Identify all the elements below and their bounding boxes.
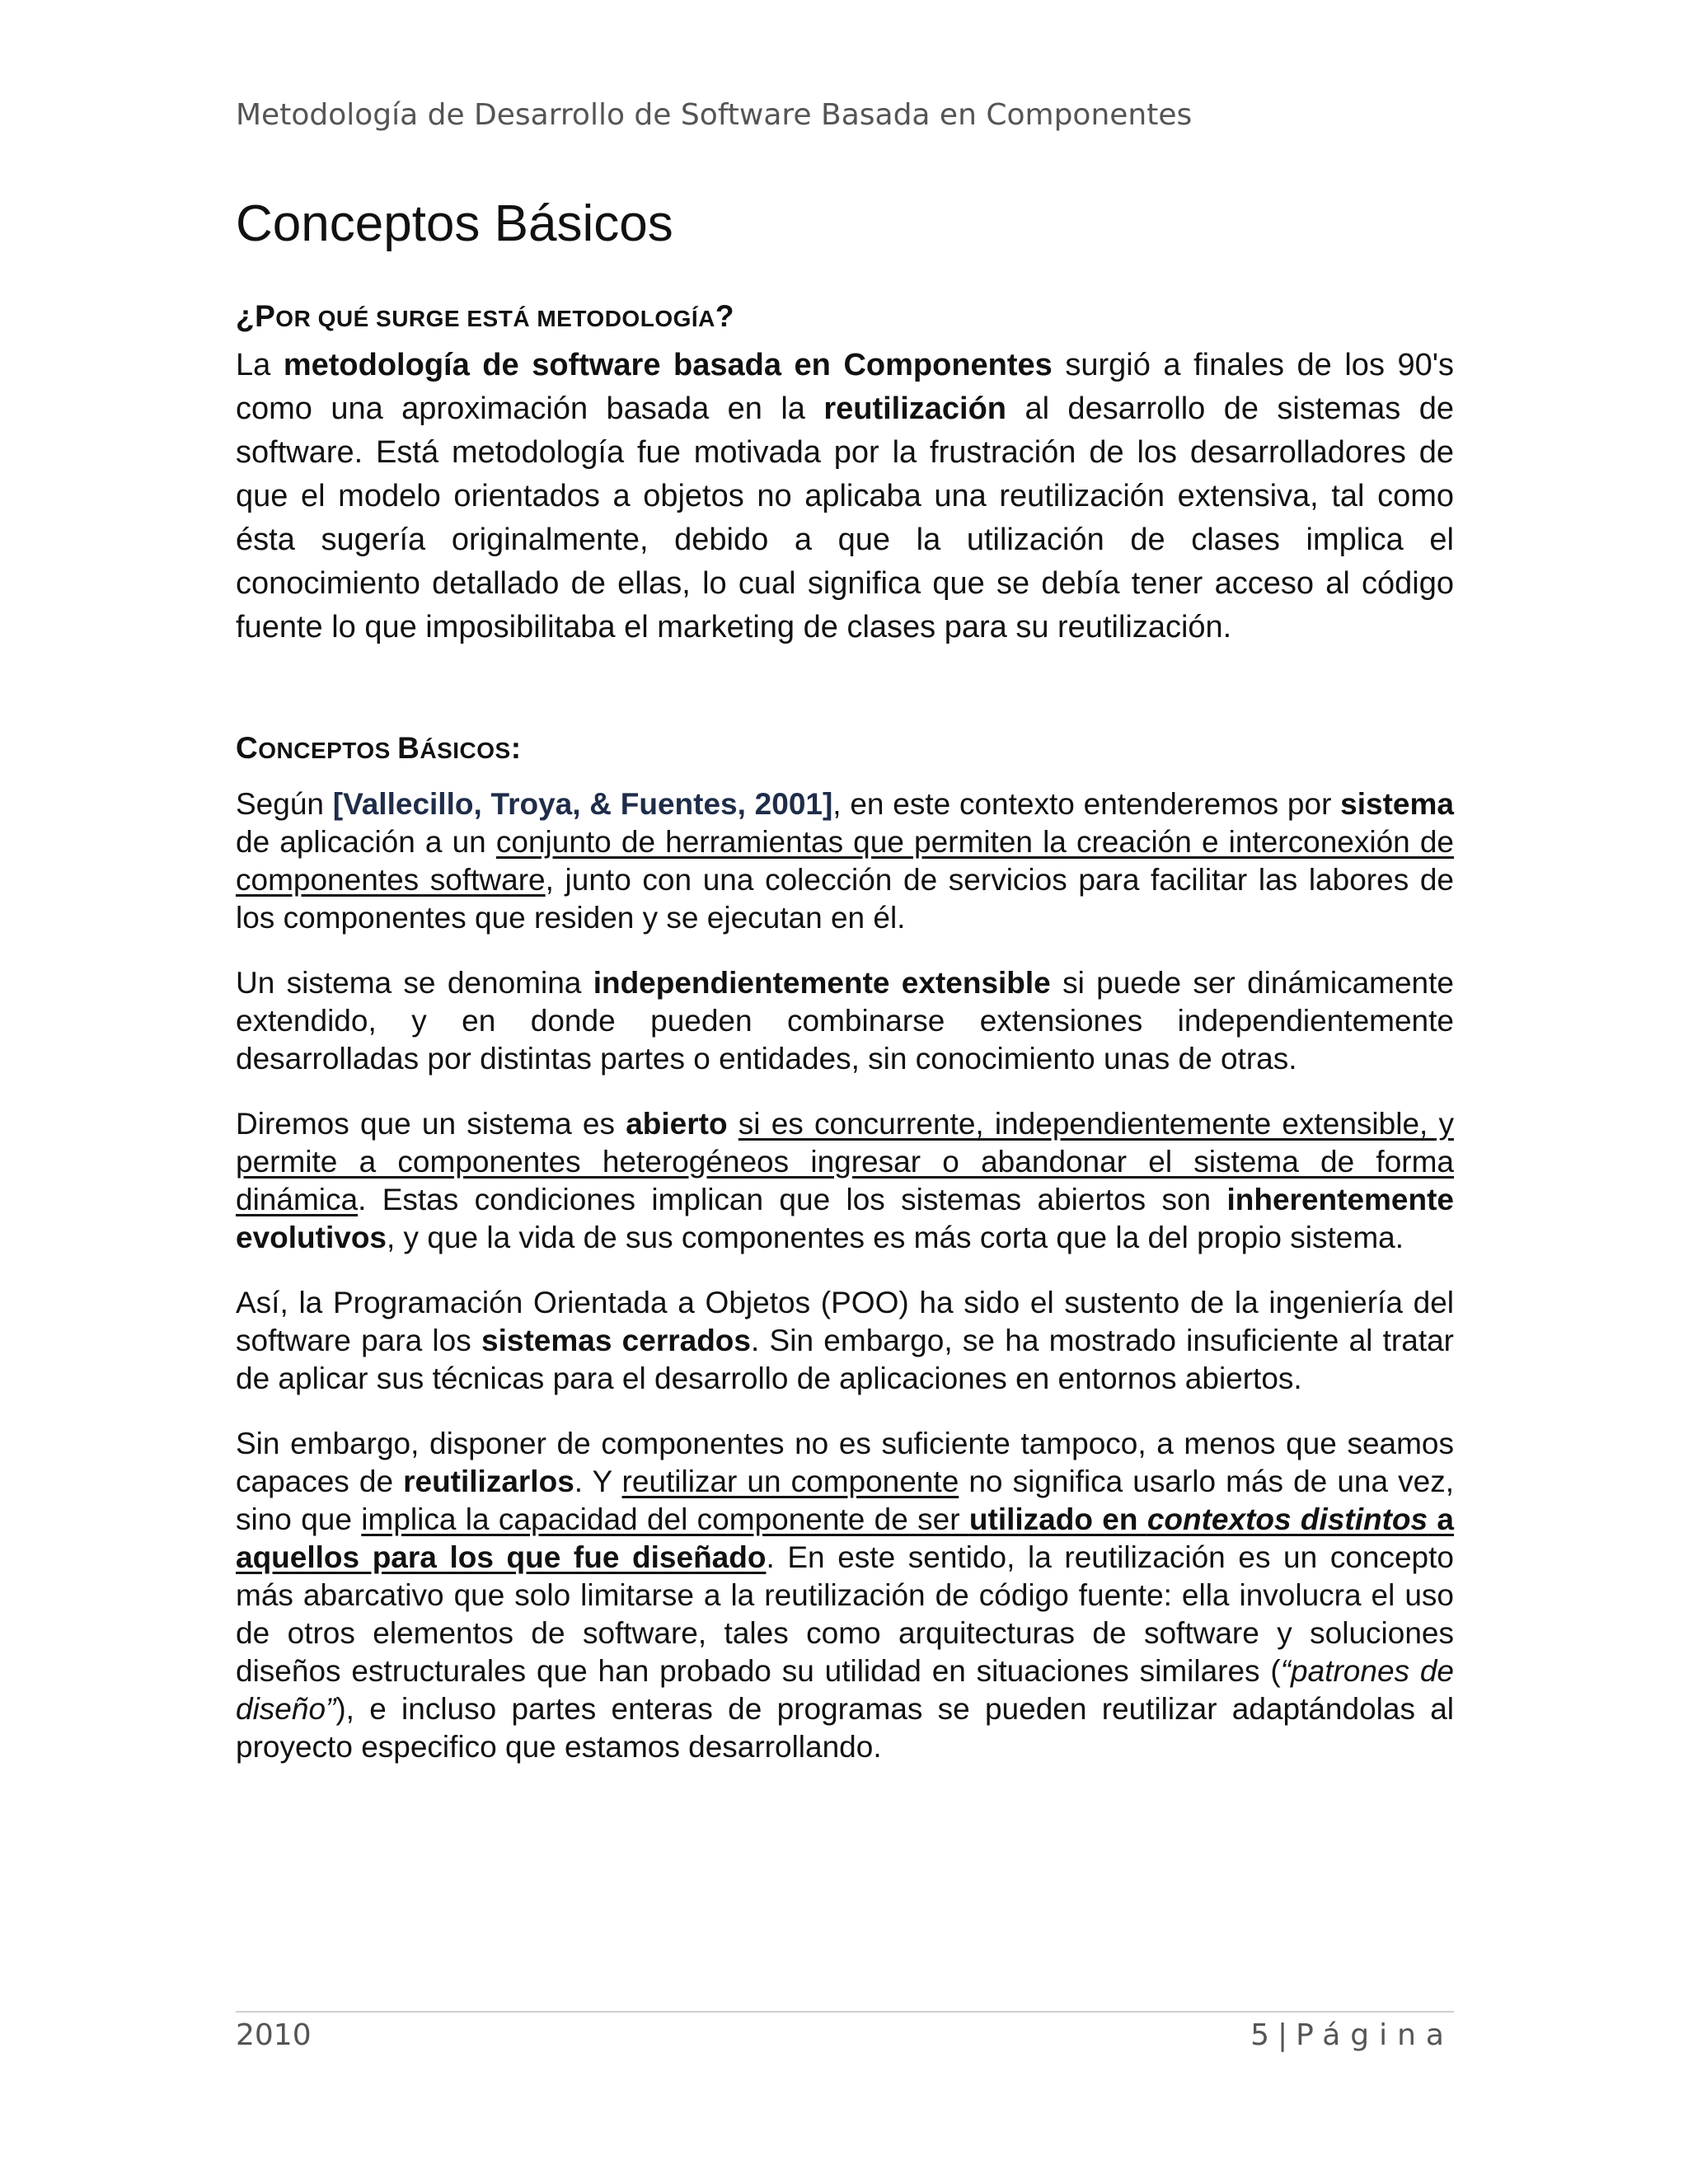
paragraph-sistema: Según [Vallecillo, Troya, & Fuentes, 2001], en este contexto entenderemos por sistema de aplicación a un conjunto de herramientas que permiten la creación e interconexión de componentes software, junto con una colección de servicios para facilitar las labores de los componentes que residen y se ejecutan en él. [236,787,1454,935]
paragraph-extensible: Un sistema se denomina independientemente extensible si puede ser dinámicamente extendido, y en donde pueden combinarse extensiones independientemente desarrolladas por distintas partes o entidades, sin conocimiento unas de otras. [236,966,1454,1076]
paragraph-abierto: Diremos que un sistema es abierto si es concurrente, independientemente extensible, y permite a componentes heterogéneos ingresar o abandonar el sistema de forma dinámica. Estas condiciones implican que los sistemas abiertos son inherentemente evolutivos, y que la vida de sus componentes es más corta que la del propio sistema. [236,1107,1455,1254]
footer-page-number: 5 | Página [1250,2018,1454,2052]
paragraph-poo: Así, la Programación Orientada a Objetos (POO) ha sido el sustento de la ingeniería del software para los sistemas cerrados. Sin embargo, se ha mostrado insuficiente al tratar de aplicar sus técnicas para el desarrollo de aplicaciones en entornos abiertos. [236,1286,1454,1395]
section-why [236,297,1454,649]
citation: [Vallecillo, Troya, & Fuentes, 2001] [332,787,833,821]
paragraph-reutilizacion: Sin embargo, disponer de componentes no es suficiente tampoco, a menos que seamos capaces de reutilizarlos. Y reutilizar un componente no significa usarlo más de una vez, sino que implica la capacidad del componente de ser utilizado en contextos distintos a aquellos para los que fue diseñado. En este sentido, la reutilización es un concepto más abarcativo que solo limitarse a la reutilización de código fuente: ella involucra el uso de otros elementos de software, tales como arquitecturas de software y soluciones diseños estructurales que han probado su utilidad en situaciones similares (“patrones de diseño”), e incluso partes enteras de programas se pueden reutilizar adaptándolas al proyecto especifico que estamos desarrollando. [236,1427,1455,1764]
section-heading-why: ¿POR QUÉ SURGE ESTÁ METODOLOGÍA? [236,299,734,333]
footer-year: 2010 [236,2018,312,2052]
section-heading-concepts: CONCEPTOS BÁSICOS: [236,731,522,765]
footer-divider [236,2011,1454,2013]
page-title: Conceptos Básicos [236,195,673,252]
paragraph-intro: La metodología de software basada en Componentes surgió a finales de los 90's como una aproximación basada en la reutilización al desarrollo de sistemas de software. Está metodología fue motivada por la frustración de los desarrolladores de que el modelo orientados a objetos no aplicaba una reutilización extensiva, tal como ésta sugería originalmente, debido a que la utilización de clases implica el conocimiento detallado de ellas, lo cual significa que se debía tener acceso al código fuente lo que imposibilitaba el marketing de clases para su reutilización. [236,348,1455,644]
running-header: Metodología de Desarrollo de Software Basada en Componentes [236,98,1193,132]
section-concepts [236,729,1454,1766]
